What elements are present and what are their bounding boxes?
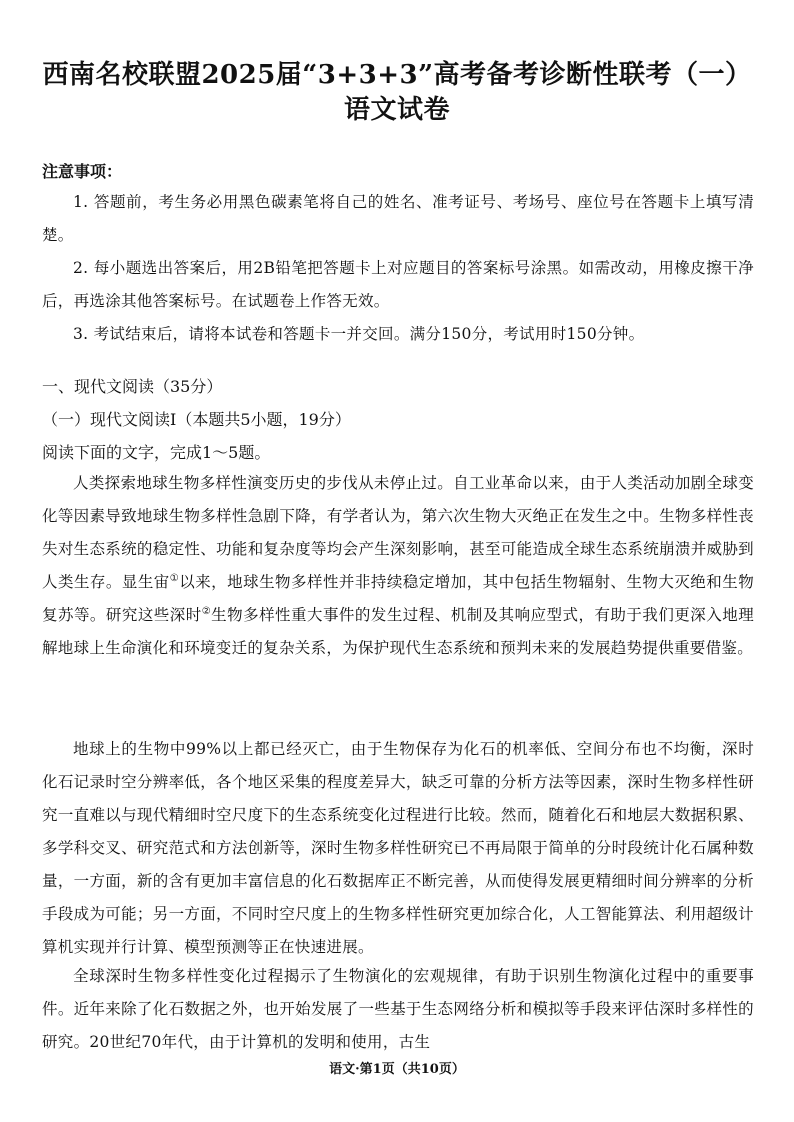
footnote-marker: ① xyxy=(169,572,180,584)
subject-title: 语文试卷 xyxy=(343,95,450,125)
passage-paragraph-1 xyxy=(42,467,754,665)
exam-title: 西南名校联盟2025届“3+3+3”高考备考诊断性联考（一） xyxy=(42,60,752,90)
subsection-title: （一）现代文阅读Ⅰ（本题共5小题，19分） xyxy=(42,410,351,429)
section-title: 一、现代文阅读（35分） xyxy=(42,377,223,396)
footnote-marker: ② xyxy=(201,605,212,617)
notice-item: 1. 答题前，考生务必用黑色碳素笔将自己的姓名、准考证号、考场号、座位号在答题卡上填写清楚。 xyxy=(42,193,754,244)
page-footer: 语文·第1页（共10页） xyxy=(329,1062,465,1077)
notice-heading: 注意事项： xyxy=(42,162,123,181)
passage-paragraph-2: 地球上的生物中99%以上都已经灭亡，由于生物保存为化石的机率低、空间分布也不均衡，深时化石记录时空分辨率低，各个地区采集的程度差异大，缺乏可靠的分析方法等因素，深时生物多样性研究一直难以与现代精细时空尺度下的生态系统变化过程进行比较。然而，随着化石和地层大数据积累、多学科交叉、研究范式和方法创新等，深时生物多样性研究已不再局限于简单的分时段统计化石属种数量，一方面，新的含有更加丰富信息的化石数据库正不断完善，从而使得发展更精细时间分辨率的分析手段成为可能；另一方面，不同时空尺度上的生物多样性研究更加综合化，人工智能算法、利用超级计算机实现并行计算、模型预测等正在快速进展。 xyxy=(42,740,754,956)
passage-text: 以来，地球生物多样性并非持续稳定增加，其中包括生物辐射、生物大灭绝和生物复苏等。研究这些深时 xyxy=(42,573,754,624)
notice-item: 3. 考试结束后，请将本试卷和答题卡一并交回。满分150分，考试用时150分钟。 xyxy=(73,325,645,343)
passage-paragraph-3: 全球深时生物多样性变化过程揭示了生物演化的宏观规律，有助于识别生物演化过程中的重要事件。近年来除了化石数据之外，也开始发展了一些基于生态网络分析和模拟等手段来评估深时多样性的研究。20世纪70年代，由于计算机的发明和使用，古生 xyxy=(42,967,754,1051)
notice-item: 2. 每小题选出答案后，用2B铅笔把答题卡上对应题目的答案标号涂黑。如需改动，用橡皮擦干净后，再选涂其他答案标号。在试题卷上作答无效。 xyxy=(42,259,754,310)
passage-text: 人类探索地球生物多样性演变历史的步伐从未停止过。自工业革命以来，由于人类活动加剧全球变化等因素导致地球生物多样性急剧下降，有学者认为，第六次生物大灭绝正在发生之中。生物多样性丧失对生态系统的稳定性、功能和复杂度等均会产生深刻影响，甚至可能造成全球生态系统崩溃并威胁到人类生存。显生宙 xyxy=(42,474,754,591)
reading-instruction: 阅读下面的文字，完成1～5题。 xyxy=(42,443,271,462)
passage-text: 生物多样性重大事件的发生过程、机制及其响应型式，有助于我们更深入地理解地球上生命演化和环境变迁的复杂关系，为保护现代生态系统和预判未来的发展趋势提供重要借鉴。 xyxy=(42,606,754,657)
